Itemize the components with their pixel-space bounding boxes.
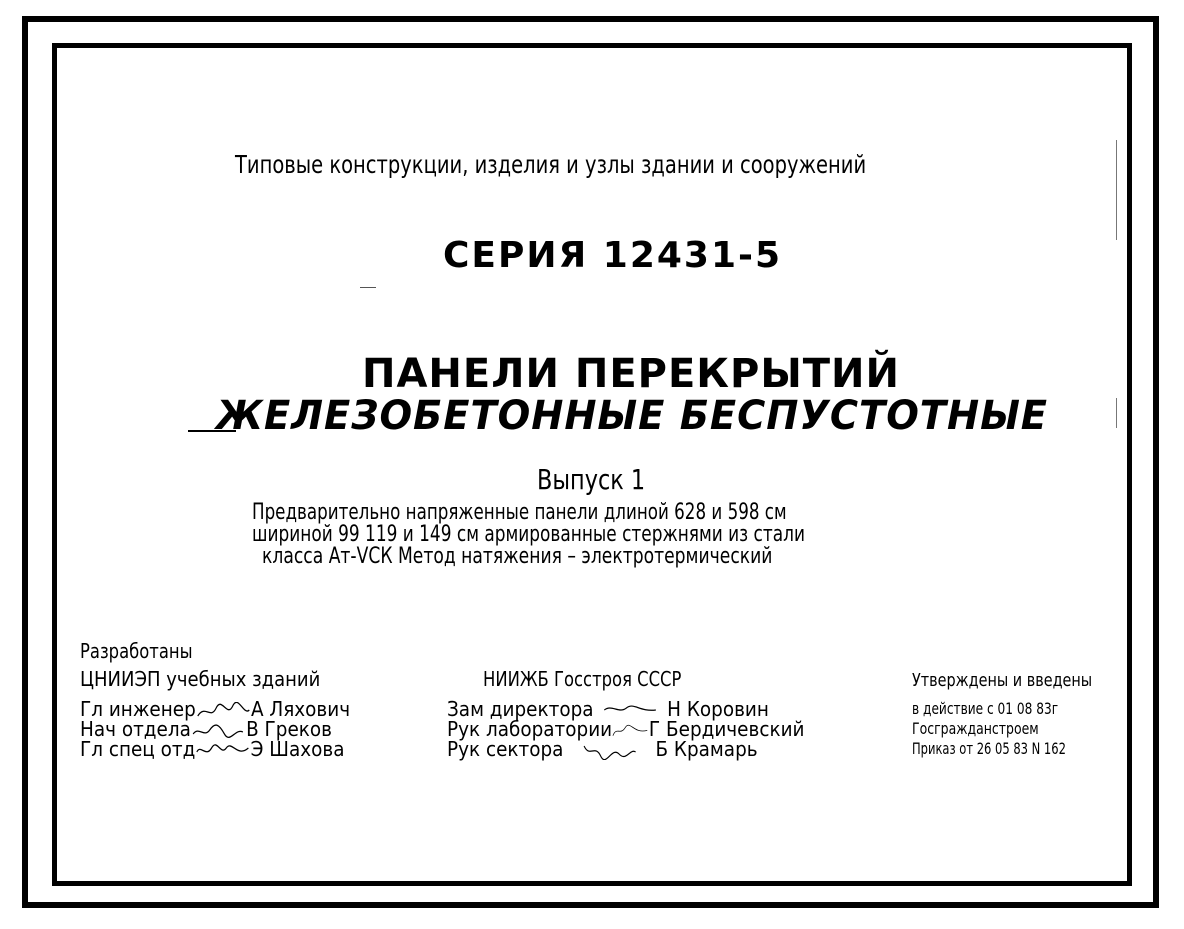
description-line-2: шириной 99 119 и 149 см армированные стержнями из стали [252,522,805,547]
description-line-1: Предварительно напряженные панели длиной 628 и 598 см [252,500,787,525]
signatory-name: Н Коровин [667,697,769,721]
signatory-name: В Греков [246,717,333,741]
approval-line-1: в действие с 01 08 83г [912,699,1059,718]
issue-number: Выпуск 1 [537,463,646,496]
edge-mark [1116,398,1117,428]
dash-mark [360,287,376,288]
signatory-name: Г Бердичевский [648,717,805,741]
signature-icon [191,722,246,740]
signatory-row [80,739,345,760]
approval-heading: Утверждены и введены [912,670,1093,691]
signatory-role: Зам директора [447,697,594,721]
signatory-role: Нач отдела [80,717,191,741]
signature-icon [196,702,251,720]
catalog-header: Типовые конструкции, изделия и узлы здании и сооружений [235,150,867,179]
signatory-role: Рук лаборатории [447,717,613,741]
signature-icon [563,742,655,760]
signatory-name: А Ляхович [250,697,351,721]
description-line-3: класса Ат-VСК Метод натяжения – электротермический [262,544,773,569]
signature-icon [195,742,250,760]
signatory-name: Э Шахова [250,737,345,761]
signature-icon [612,722,649,740]
signatory-role: Гл спец отд [80,737,196,761]
signatory-name: Б Крамарь [655,737,758,761]
developers-heading: Разработаны [80,639,193,663]
series-title: СЕРИЯ 12431-5 [443,235,783,276]
main-title-line-2: ЖЕЛЕЗОБЕТОННЫЕ БЕСПУСТОТНЫЕ [216,393,1049,439]
signatory-role: Рук сектора [447,737,564,761]
main-title-line-1: ПАНЕЛИ ПЕРЕКРЫТИЙ [362,351,900,397]
approval-line-2: Госгражданстроем [912,719,1039,738]
niizhb-org: НИИЖБ Госстроя СССР [483,667,682,691]
approval-line-3: Приказ от 26 05 83 N 162 [912,739,1066,758]
developers-org: ЦНИИЭП учебных зданий [80,667,321,691]
signatory-row [447,739,758,760]
edge-mark [1116,140,1117,240]
signatory-role: Гл инженер [80,697,196,721]
